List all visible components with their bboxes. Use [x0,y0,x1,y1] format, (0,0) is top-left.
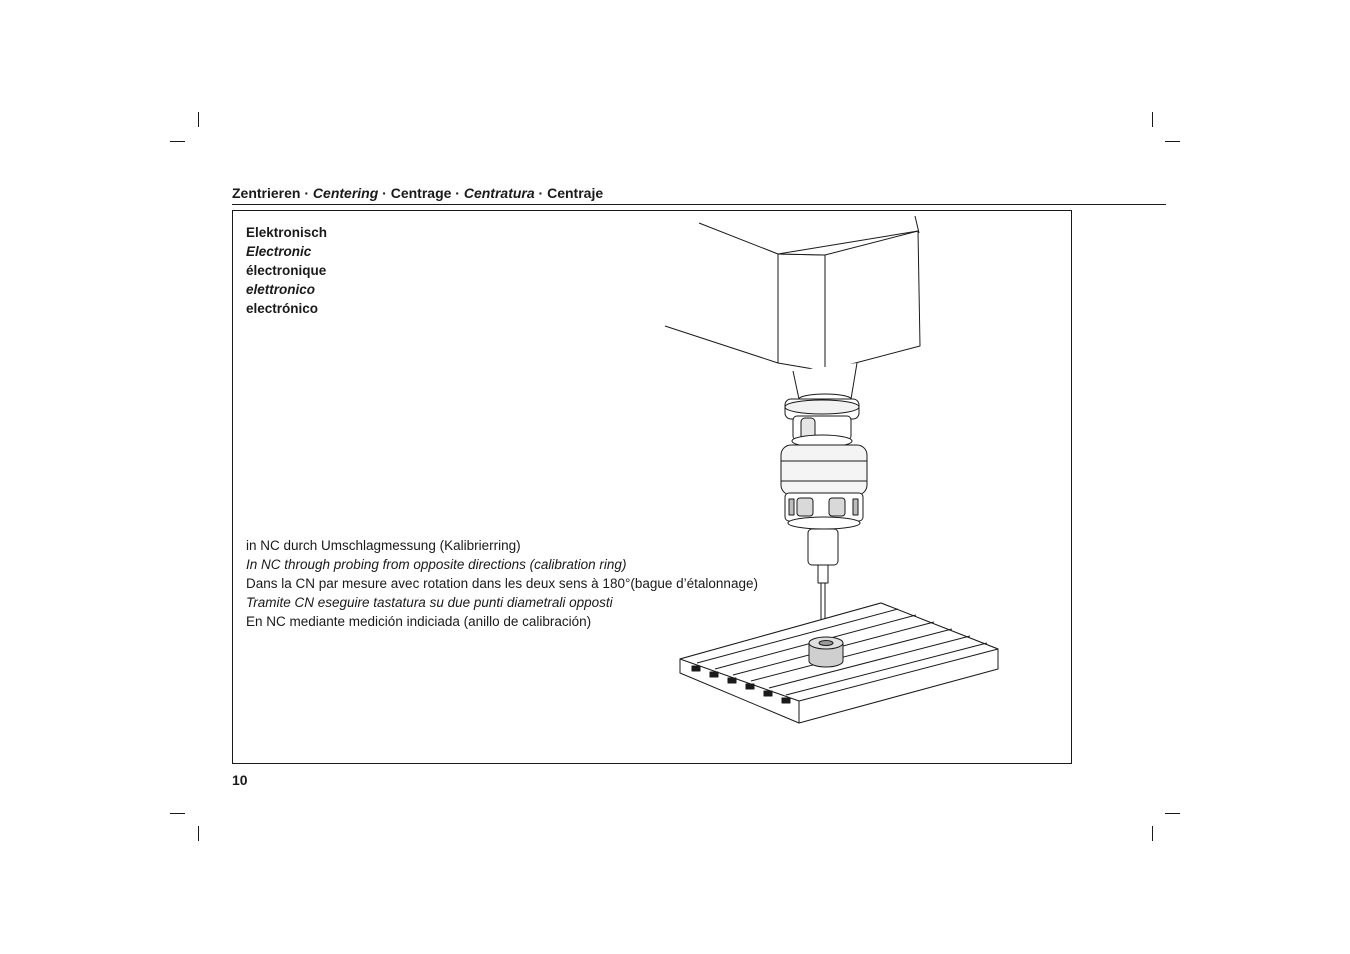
crop-mark [170,813,185,814]
content-panel [232,210,1072,764]
title-italian: elettronico [246,282,316,297]
desc-french: Dans la CN par mesure avec rotation dans les deux sens à 180°(bague d’étalonnage) [246,576,758,591]
spindle-nose-icon [793,363,857,404]
desc-spanish: En NC mediante medición indiciada (anillo de calibración) [246,614,592,629]
section-header: Zentrieren · Centering · Centrage · Centratura · Centraje [232,185,604,201]
tool-holder-icon [785,399,859,447]
crop-mark [198,112,199,127]
stylus-icon [808,529,838,631]
header-italian: Centratura [463,185,535,201]
spindle-probe-illustration [663,213,1063,733]
header-rule [232,204,1166,205]
crop-mark [1165,813,1180,814]
desc-german: in NC durch Umschlagmessung (Kalibrierring) [246,538,521,553]
crop-mark [1165,141,1180,142]
crop-mark [1152,112,1153,127]
desc-italian: Tramite CN eseguire tastatura su due punti diametrali opposti [246,595,613,610]
method-titles [246,223,327,318]
header-spanish: Centraje [547,185,604,201]
title-french: électronique [246,263,327,278]
probe-body-icon [781,445,867,529]
crop-mark [1152,826,1153,841]
calibration-ring-icon [809,637,843,667]
header-french: Centrage [390,185,452,201]
desc-english: In NC through probing from opposite directions (calibration ring) [246,557,627,572]
title-english: Electronic [246,244,312,259]
title-spanish: electrónico [246,301,319,316]
page-number: 10 [232,772,248,788]
header-german: Zentrieren [232,185,301,201]
title-german: Elektronisch [246,225,328,240]
header-english: Centering [312,185,379,201]
machine-head-icon [665,216,920,371]
crop-mark [170,141,185,142]
crop-mark [198,826,199,841]
